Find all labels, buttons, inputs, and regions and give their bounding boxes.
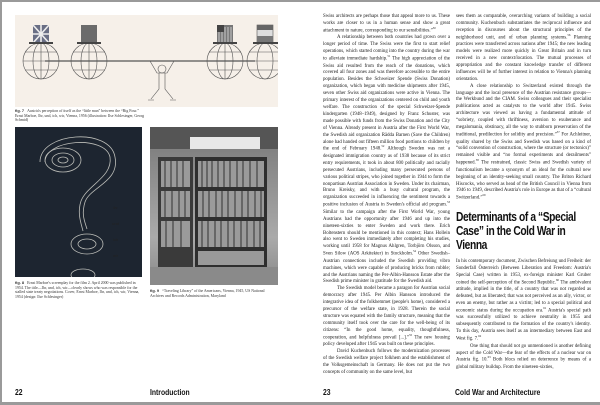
section-heading: Determinants of a “Special Case” in the Cold War in Vienna: [456, 209, 576, 252]
hat-uk-flag-icon: [29, 25, 53, 44]
footnote-ref: 53: [447, 200, 450, 205]
hat-ussr-flag-icon: [77, 25, 101, 44]
footnote-ref: 60: [555, 277, 559, 282]
paragraph-text: A relationship between both countries had grown over a longer period of time. The Swiss were the first to start relief operations, which started coming into the country during the war to alleviate immediate hardship.: [323, 35, 450, 62]
paragraph-text: The restrained, classic Swiss and Swedish variety of functionalism became a synonym of an ideal for the cultural new beginning of an identity-seeking small country. The Briton Richard Hiscocks, who served as head of the British Council in Vienna from 1946 to 1949, described Austria's role in Europe as that of a “cultural Switzerland.”: [456, 160, 591, 201]
text-column-1: [323, 14, 450, 377]
fig8-book-cover-image: [15, 127, 142, 277]
paragraph-text: Similar to the campaign after the First World War, young Austrians had the opportunity after 1946 and up into the nineteen-sixties to enter Sweden and work there. Erich Boltenstern should be mentioned in this context; Hans Hollein also went to Sweden immediately after completing his studies, working until 1958 for Magnus Ahlgren, Torbjörn Olsson, and Sven Silow (AOS Arkitekter) in Stockholm.: [323, 209, 450, 257]
page-top-edge: [0, 0, 600, 2]
footnote-ref: 57: [556, 130, 560, 135]
paragraph-text: The new housing policy developed after 1945 was built on these principles.: [323, 335, 450, 348]
column2-paragraphs-after: [456, 259, 591, 372]
body-paragraph: [456, 344, 591, 372]
paragraph-text: Swiss architects are perhaps those that appeal more to us. These works are closer to us in a human sense and show a great attachment to nature, corresponding to our sensibilities.”: [323, 14, 450, 34]
paragraph-text: Planning practices were transferred across nations after 1945; the new leading models were realized more quickly in Great Britain and in turn received in a new context/location. The mutual processes of appropriation and the constant knowledge transfer of different influences will be of further interest in relation to Vienna's planning orientation.: [456, 35, 591, 82]
paragraph-text: The high appreciation of the Swiss aid resulted from the reach of the donations, which covered all four zones and was therefore accessible to the entire population. Besides the Schweizer Spende (Swiss Donation) organization, which began with medicine shipments after 1945, seven other Swiss aid organizations were active in Vienna. The primary interest of the organizations centered on child and youth welfare. The construction of the special Schweizer-Spende kindergarten (1948–1949), designed by Franz Schuster, was made possible with funds from the Swiss Donation and the City of Vienna. Already present in Austria after the First World War, the Swedish aid organization Rädda Barnen (Save the Children) alone had handed out fifteen million food portions to children by the end of February 1948.: [323, 56, 450, 153]
footnote-ref: 51: [387, 54, 391, 59]
footnote-ref: 63: [487, 355, 491, 360]
running-head-left: Introduction: [150, 387, 190, 397]
cover-label-4: wir: [112, 253, 119, 258]
footnote-ref: 58: [475, 158, 479, 163]
fig7-cartoon-image: [15, 15, 278, 107]
paragraph-text: One thing that should not go unmentioned is another defining aspect of the Cold War—the fear of the effects of a nuclear war on Austria fig. 10.: [456, 343, 591, 364]
cover-label-2: und: [112, 221, 119, 226]
paragraph-text: Both blocs relied on deterrence by means of a global military buildup. From the nineteen-sixties,: [456, 358, 592, 370]
cover-label-1: ihr: [113, 205, 118, 210]
column2-paragraphs-before: [456, 14, 591, 203]
body-paragraph: [323, 35, 450, 286]
paragraph-text: The Swedish model became a paragon for Austrian social democracy after 1945. Per Albin Hansson introduced the integrative idea of the folkhemmet (people's home), considered a precursor of the welfare state, in 1928. Therein the social structure was equated with the family structure, meaning that the community itself took over the care for the well-being of its citizens: “In the good home, equality, thoughtfulness, cooperation, and helpfulness prevail [...].”: [323, 286, 450, 341]
body-paragraph: [456, 84, 591, 203]
globes-barbell-illustration: [15, 15, 278, 107]
body-paragraph: [323, 349, 450, 377]
page-number-left: 22: [15, 387, 23, 397]
body-paragraph: [323, 14, 450, 35]
hat-france-flag-icon: [253, 25, 278, 44]
paragraph-text: Although Sweden was not a designated immigration country as of 1938 because of its strict entry requirements, it took in about 800 politically and racially persecuted Austrians, including many persecuted persons of various political stripes, who joined together in 1944 to form the nonpartisan Austrian Association in Sweden. Under its chairman, Bruno Kreisky, and with a busy cultural program, the organization succeeded in influencing the sentiment towards a positive inclusion of Austria in Sweden's official aid program.: [323, 147, 450, 208]
footnote-ref: 55: [409, 332, 413, 337]
paragraph-text: Other Swedish–Austrian connections included the Swedish providing vibro machines, which were capable of producing bricks from rubble; and the Austrians naming the Per-Albin-Hansson Estate after the Swedish prime minister in gratitude for the Swedish aid.: [323, 251, 450, 285]
paragraph-text: A close relationship to Switzerland existed through the language and the local presence of the Austrian resistance groups—the Werkbund and the CIAM. Swiss colleagues and their specialist publications acted as catalysts to the world after 1945. Swiss architecture was viewed as having a fundamental attitude of “sobriety, coupled with thriftiness, aversion to exuberance and megalomania, obstinacy, all the way to stubborn preservation of the traditional, predilection for solidity and precision.”: [456, 83, 591, 138]
running-head-right: Cold War and Architecture: [455, 387, 541, 397]
paragraph-text: The ambivalent attitude, implied in the title, of a country that was not regarded as defeated, but as liberated; that was not perceived as an ally, victor, or even an enemy, but rather as a victim; led to a special political and economic status during the occupation era.: [456, 280, 591, 314]
paragraph-text: sees them as comparable, overarching variants of building a social community. Kuchenbuch substantiates the reciprocal influence and reception in discourses about the structural principles of the neighborhood unit, and of urban planning systems.: [456, 14, 591, 41]
page-number-right: 23: [323, 387, 331, 397]
text-column-2: [456, 14, 591, 372]
footnote-ref: 62: [478, 334, 482, 339]
paragraph-text: David Kuchenbuch follows the modernization processes of the Swedish welfare project folkhem and the establishment of the Volksgemeinschaft in Germany. He does not put the two concepts of community on the same level, but: [323, 349, 450, 375]
paragraph-text: In his contemporary document, Zwischen Befreiung und Freiheit: der Sonderfall Österreich (Between Liberation and Freedom: Austria's Special Case) written in 1953, ex-foreign minister Karl Gruber coined the self-perception of the Second Republic.: [456, 258, 591, 286]
body-paragraph: [456, 259, 591, 344]
fig9-caption: fig. 9 “Traveling Library” of the Americans, Vienna, 1945, US National Archives and Records Administration, Maryland: [150, 288, 265, 298]
body-paragraph: [323, 286, 450, 349]
fig7-caption: fig. 7 Austria's perception of itself as the “little man” between the “Big Four.” Ernst Marboe, Ihr, und, ich, wir, Vienna, 1956 (illustration: Ilse Schlesinger, Georg Schmid): [15, 108, 145, 123]
footnote-ref: 52: [381, 144, 385, 149]
fig9-traveling-library-photo: [150, 127, 278, 285]
cover-label-3: ich: [112, 237, 119, 242]
paragraph-text: For Achleitner, quality shared by the Swiss and Swedish was based on a kind of “solid convention of construction, where the structure (or tectonics)” remained visible and “no formal experiments and derailments” happened.: [456, 132, 591, 166]
body-paragraph: [456, 14, 591, 84]
footnote-ref: 56: [567, 32, 571, 37]
fig8-caption: fig. 8 Ernst Marboe's screenplay for the film 2. April 2000 was published in 1954. The title—Ihr, und, ich, wir—clearly shows who was responsible for the stalled state treaty negotiations. Cover, Ernst Marboe, Ihr, und, ich, wir, Vienna, 1954 (design: Ilse Schlesinger): [15, 280, 140, 299]
column1-paragraphs: [323, 14, 450, 377]
page-left-edge: [0, 0, 2, 405]
footnote-ref: 50: [432, 25, 436, 30]
paragraph-text: Austria's special path was successfully utilized to achieve neutrality in 1955 and subsequently contributed to the formation of the country's identity. To this day, Austria sees itself as an intermediary between East and West fig. 7.: [456, 308, 592, 342]
footnote-ref: 54: [412, 249, 416, 254]
footnote-ref: 59: [482, 193, 486, 198]
footnote-ref: 61: [543, 305, 547, 310]
hat-us-flag-icon: [213, 25, 237, 44]
